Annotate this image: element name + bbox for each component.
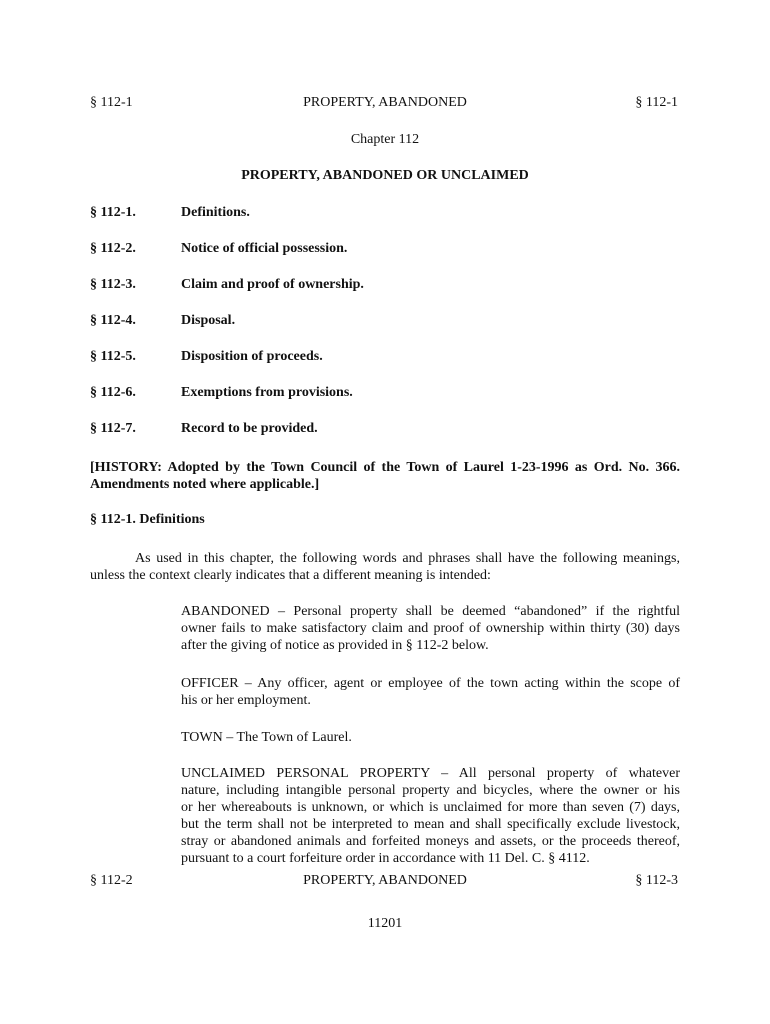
definition-line: after the giving of notice as provided in § 112-2 below. <box>181 638 489 653</box>
definition-officer <box>181 675 680 709</box>
toc-item-number: § 112-5. <box>90 349 136 364</box>
intro-line: As used in this chapter, the following words and phrases shall have the following meanings, <box>135 551 680 566</box>
definition-line: ABANDONED – Personal property shall be deemed “abandoned” if the rightful <box>181 604 680 619</box>
toc-item-title: Claim and proof of ownership. <box>181 277 364 292</box>
chapter-title: PROPERTY, ABANDONED OR UNCLAIMED <box>241 168 529 183</box>
chapter-label: Chapter 112 <box>350 132 420 147</box>
toc-item-title: Definitions. <box>181 205 250 220</box>
toc-item-title: Record to be provided. <box>181 421 318 436</box>
toc-item[interactable] <box>0 385 770 403</box>
toc-item[interactable] <box>0 349 770 367</box>
definition-line: nature, including intangible personal property and bicycles, where the owner or his <box>181 783 680 798</box>
definition-line: but the term shall not be interpreted to mean and shall specifically exclude livestock, <box>181 817 680 832</box>
section-heading: § 112-1. Definitions <box>90 512 205 527</box>
toc-item-number: § 112-7. <box>90 421 136 436</box>
toc-item-number: § 112-4. <box>90 313 136 328</box>
toc-item-number: § 112-6. <box>90 385 136 400</box>
intro-line: unless the context clearly indicates that a different meaning is intended: <box>90 568 491 583</box>
definition-line: TOWN – The Town of Laurel. <box>181 730 352 745</box>
header-right-section: § 112-1 <box>635 95 678 110</box>
history-note <box>90 459 680 493</box>
page-number: 11201 <box>367 916 403 931</box>
toc-item[interactable] <box>0 277 770 295</box>
toc-item-title: Disposal. <box>181 313 236 328</box>
footer-right-section: § 112-3 <box>635 873 678 888</box>
definition-abandoned <box>181 603 680 654</box>
toc-item-title: Exemptions from provisions. <box>181 385 353 400</box>
definition-unclaimed-personal-property <box>181 765 680 867</box>
toc-item-number: § 112-1. <box>90 205 136 220</box>
definition-line: owner fails to make satisfactory claim and proof of ownership within thirty (30) days <box>181 621 680 636</box>
toc-item[interactable] <box>0 313 770 331</box>
toc-item-number: § 112-3. <box>90 277 136 292</box>
toc-item[interactable] <box>0 421 770 439</box>
definition-line: OFFICER – Any officer, agent or employee of the town acting within the scope of <box>181 676 680 691</box>
toc-item[interactable] <box>0 205 770 223</box>
toc-item-title: Disposition of proceeds. <box>181 349 323 364</box>
history-line: [HISTORY: Adopted by the Town Council of the Town of Laurel 1-23-1996 as Ord. No. 366. <box>90 460 680 475</box>
toc-item-title: Notice of official possession. <box>181 241 348 256</box>
definition-line: his or her employment. <box>181 693 311 708</box>
header-title: PROPERTY, ABANDONED <box>303 95 467 110</box>
definition-line: stray or abandoned animals and forfeited moneys and assets, or the proceeds thereof, <box>181 834 680 849</box>
toc-item[interactable] <box>0 241 770 259</box>
footer-left-section: § 112-2 <box>90 873 133 888</box>
history-line: Amendments noted where applicable.] <box>90 477 320 492</box>
toc-item-number: § 112-2. <box>90 241 136 256</box>
intro-paragraph <box>90 550 680 584</box>
definition-line: UNCLAIMED PERSONAL PROPERTY – All personal property of whatever <box>181 766 680 781</box>
definition-line: or her whereabouts is unknown, or which is unclaimed for more than seven (7) days, <box>181 800 680 815</box>
footer-title: PROPERTY, ABANDONED <box>303 873 467 888</box>
header-left-section: § 112-1 <box>90 95 133 110</box>
definition-town <box>181 729 680 746</box>
definition-line: pursuant to a court forfeiture order in accordance with 11 Del. C. § 4112. <box>181 851 590 866</box>
